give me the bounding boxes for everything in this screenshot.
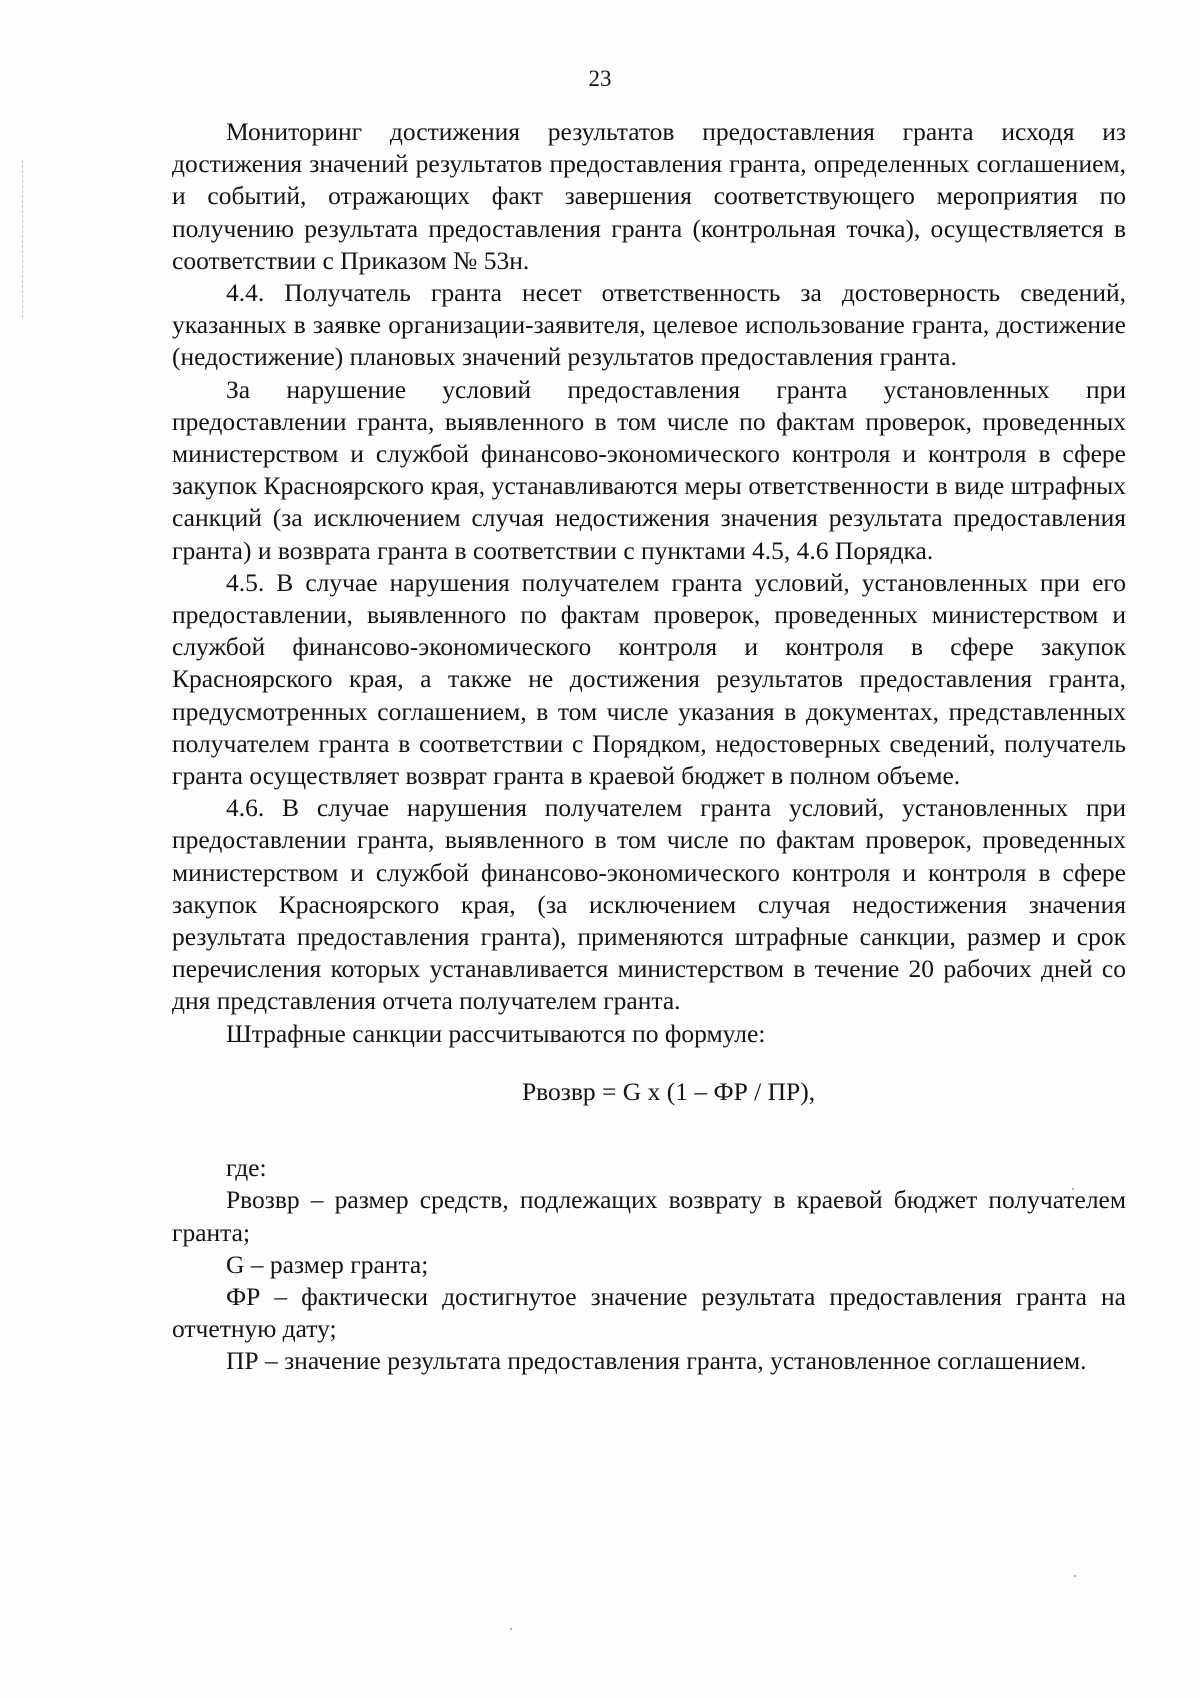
scan-speck xyxy=(510,1628,512,1630)
scan-speck xyxy=(1074,1575,1076,1577)
paragraph-4-6: 4.6. В случае нарушения получателем гранта условий, установленных при предоставлении гранта, выявленного в том числе по фактам проверок, проведенных министерством и службой финансово-экономического контроля и контроля в сфере закупок Красноярского края, (за исключением случая недостижения значения результата предоставления гранта), применяются штрафные санкции, размер и срок перечисления которых устанавливается министерством в течение 20 рабочих дней со дня представления отчета получателем гранта. xyxy=(172,793,1126,1016)
page-number: 23 xyxy=(588,66,612,91)
definition-rvozvr: Рвозвр – размер средств, подлежащих возврату в краевой бюджет получателем гранта; xyxy=(172,1185,1126,1247)
definition-pr: ПР – значение результата предоставления гранта, установленное соглашением. xyxy=(226,1346,1087,1376)
paragraph-formula-intro: Штрафные санкции рассчитываются по формуле: xyxy=(226,1018,766,1048)
document-body xyxy=(172,116,1126,1378)
paragraph-4-5: 4.5. В случае нарушения получателем гранта условий, установленных при его предоставлении, выявленного по фактам проверок, проведенных министерством и службой финансово-экономического контроля и контроля в сфере закупок Красноярского края, а также не достижения результатов предоставления гранта, предусмотренных соглашением, в том числе указания в документах, представленных получателем гранта в соответствии с Порядком, недостоверных сведений, получатель гранта осуществляет возврат гранта в краевой бюджет в полном объеме. xyxy=(172,567,1126,791)
scan-margin-mark xyxy=(22,160,23,318)
paragraph-monitoring: Мониторинг достижения результатов предоставления гранта исходя из достижения значений результатов предоставления гранта, определенных соглашением, и событий, отражающих факт завершения соответствующего мероприятия по получению результата предоставления гранта (контрольная точка), осуществляется в соответствии с Приказом № 53н. xyxy=(172,117,1126,275)
where-label: где: xyxy=(226,1153,267,1183)
definition-fr: ФР – фактически достигнутое значение результата предоставления гранта на отчетную дату; xyxy=(172,1281,1126,1344)
paragraph-violation: За нарушение условий предоставления гранта установленных при предоставлении гранта, выявленного в том числе по фактам проверок, проведенных министерством и службой финансово-экономического контроля и контроля в сфере закупок Красноярского края, устанавливаются меры ответственности в виде штрафных санкций (за исключением случая недостижения значения результата предоставления гранта) и возврата гранта в соответствии с пунктами 4.5, 4.6 Порядка. xyxy=(172,374,1126,565)
penalty-formula: Рвозвр = G x (1 – ФР / ПР), xyxy=(522,1076,816,1106)
definition-g: G – размер гранта; xyxy=(226,1249,429,1279)
paragraph-4-4: 4.4. Получатель гранта несет ответственность за достоверность сведений, указанных в заявке организации-заявителя, целевое использование гранта, достижение (недостижение) плановых значений результатов предоставления гранта. xyxy=(172,278,1126,372)
